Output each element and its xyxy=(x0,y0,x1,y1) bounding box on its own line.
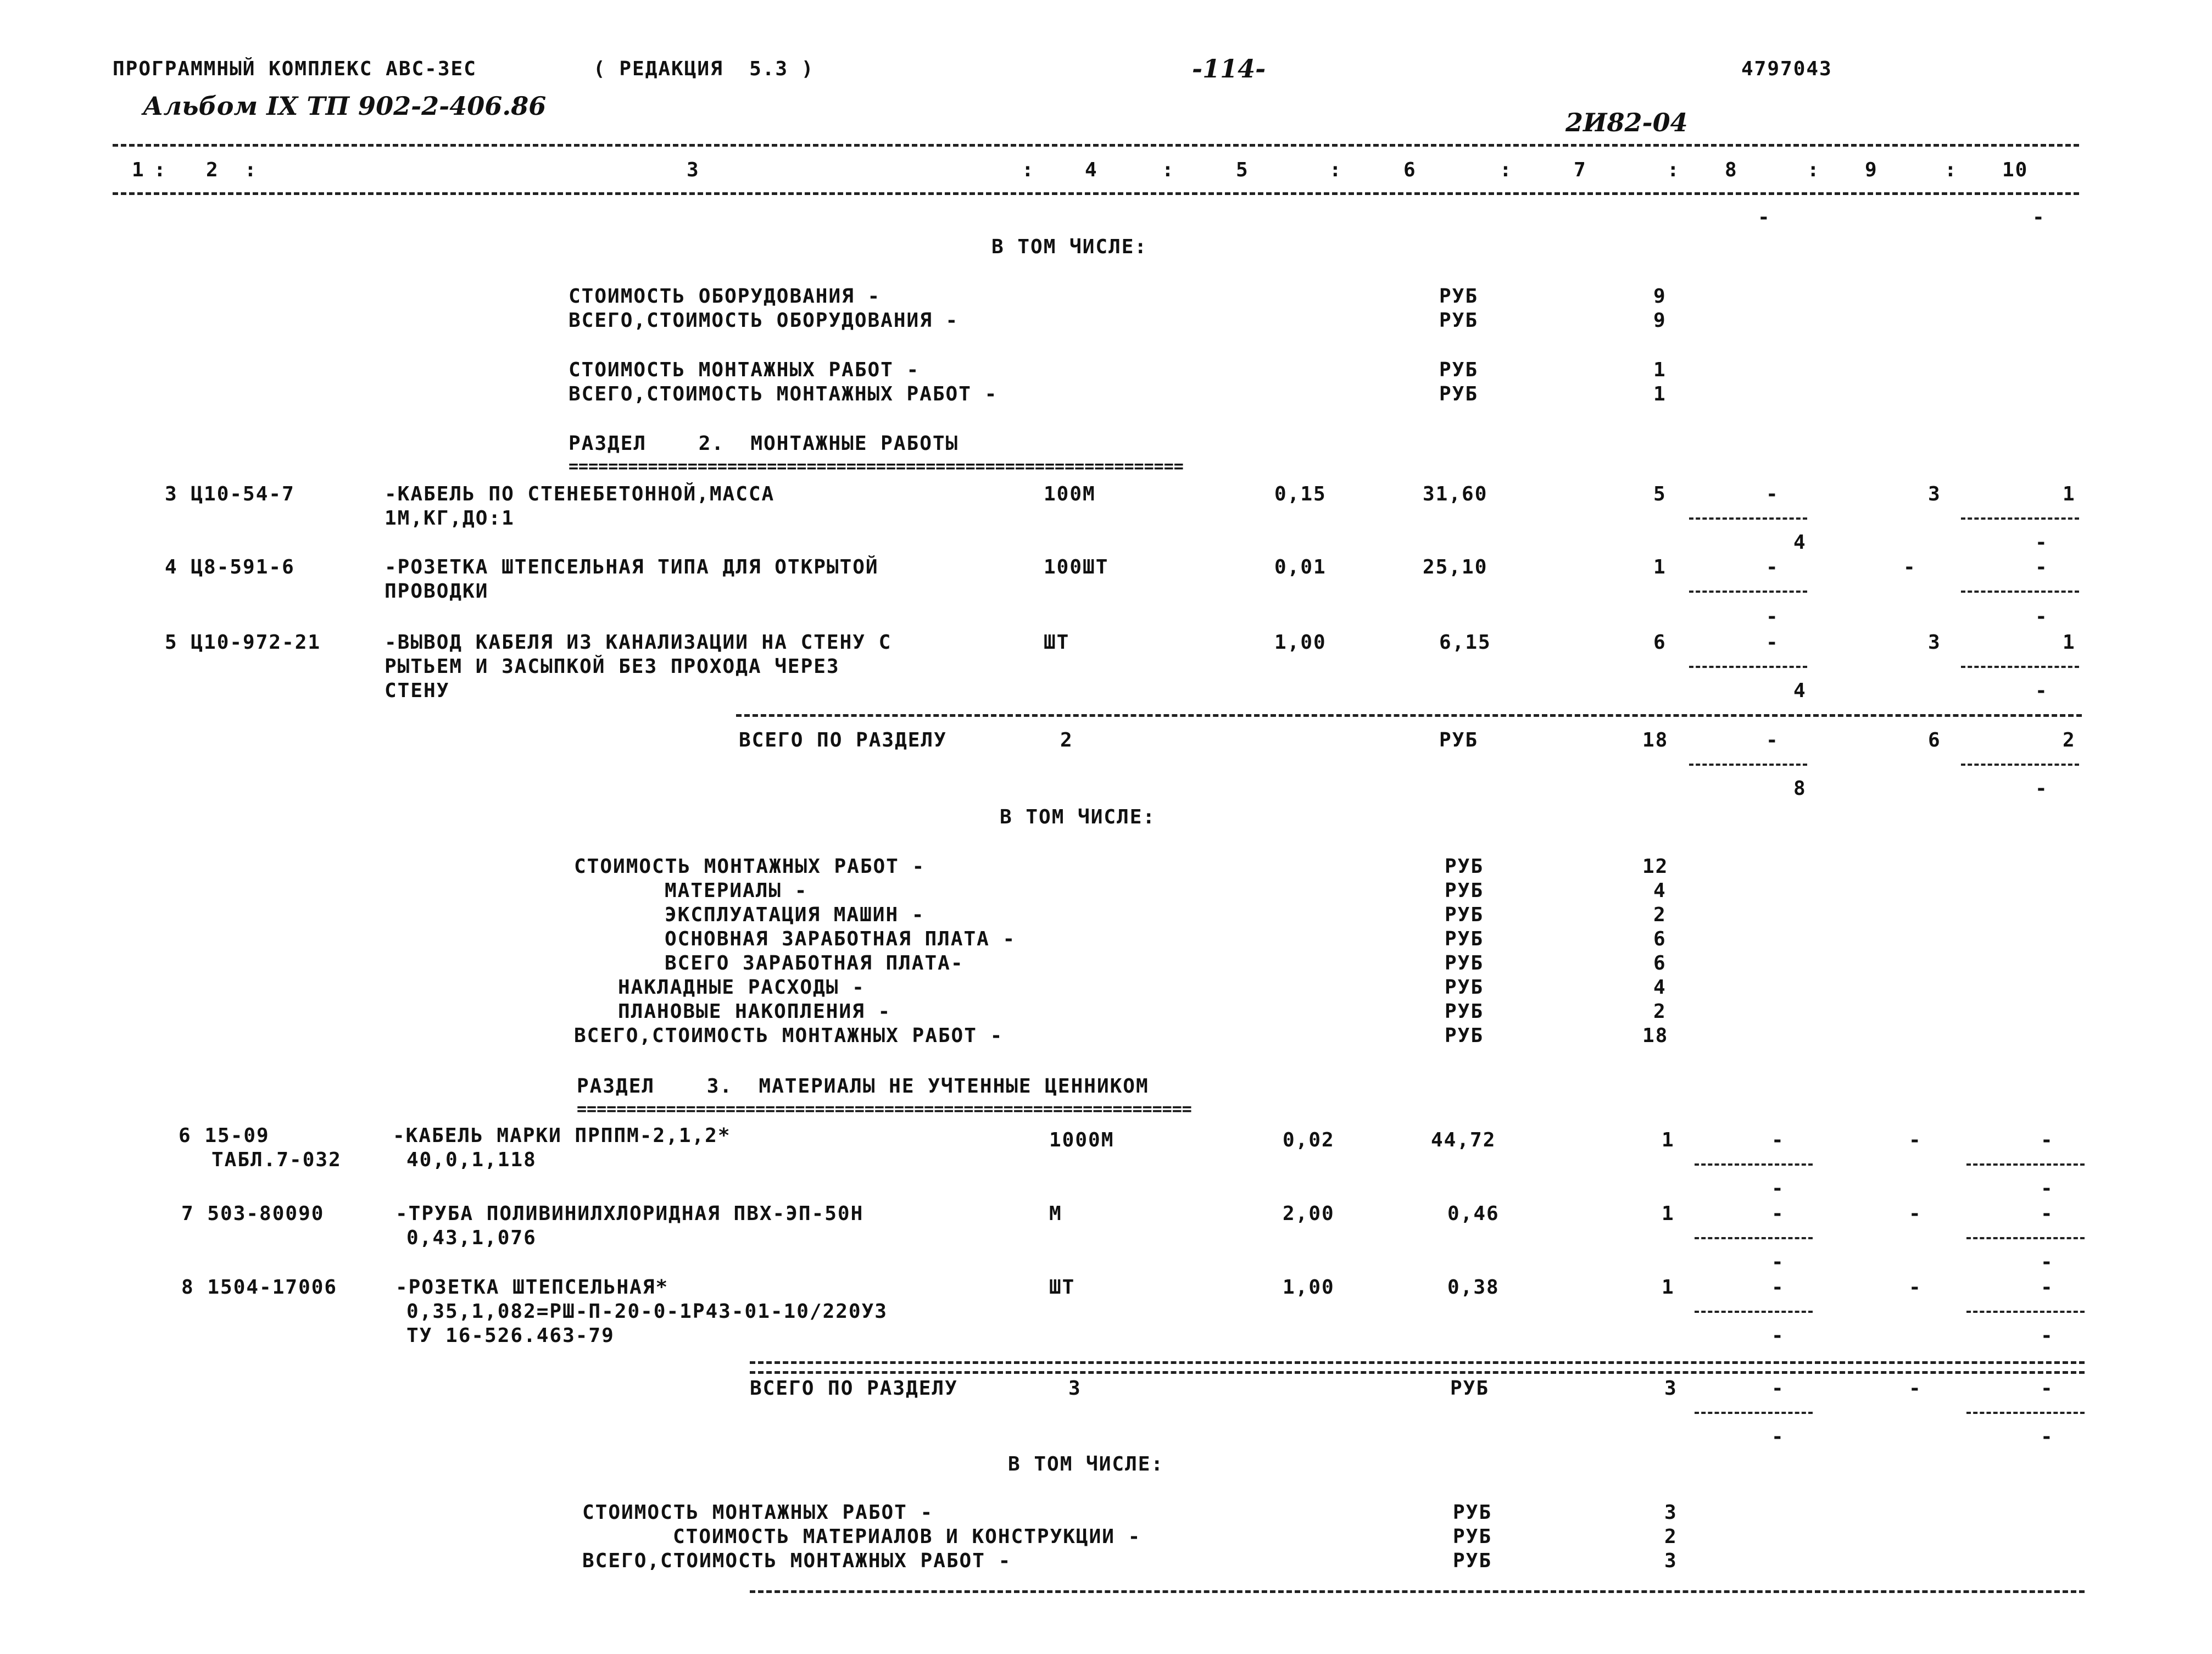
item-unit: ШТ xyxy=(1044,631,1070,654)
breakdown-value: 2 xyxy=(1653,1000,1667,1023)
section-total-number: 3 xyxy=(1068,1377,1082,1400)
item-description: ТУ 16-526.463-79 xyxy=(406,1324,615,1347)
breakdown-value: 3 xyxy=(1664,1501,1678,1524)
rub-label: РУБ xyxy=(1445,928,1484,950)
breakdown-text: СТОИМОСТЬ МОНТАЖНЫХ РАБОТ - xyxy=(582,1501,934,1524)
section-total-col10-lower: - xyxy=(2035,777,2048,800)
item-col10-upper: 1 xyxy=(2063,483,2076,505)
stamp-code: 2И82-04 xyxy=(1565,108,1688,137)
section-total-rule xyxy=(736,714,2082,717)
breakdown-text: ВСЕГО,СТОИМОСТЬ МОНТАЖНЫХ РАБОТ - xyxy=(582,1550,1012,1572)
section-total-rule xyxy=(750,1361,2085,1364)
item-quantity: 0,02 xyxy=(1283,1129,1335,1151)
summary-line-value: 1 xyxy=(1653,383,1667,405)
item-description: -ТРУБА ПОЛИВИНИЛХЛОРИДНАЯ ПВХ-ЭП-50Н xyxy=(395,1202,864,1225)
col-header-1: 1 xyxy=(132,159,145,181)
fraction-rule xyxy=(1961,517,2079,520)
item-description: -РОЗЕТКА ШТЕПСЕЛЬНАЯ* xyxy=(395,1276,669,1299)
breakdown-value: 2 xyxy=(1653,904,1667,926)
breakdown-value: 4 xyxy=(1653,879,1667,902)
breakdown-value: 6 xyxy=(1653,952,1667,974)
header-rule-bottom xyxy=(113,192,2079,195)
col-sep: : xyxy=(1944,159,1958,181)
item-quantity: 1,00 xyxy=(1274,631,1327,654)
item-col9: - xyxy=(1909,1202,1922,1225)
col-sep: : xyxy=(244,159,258,181)
breakdown-text: НАКЛАДНЫЕ РАСХОДЫ - xyxy=(618,976,865,999)
item-total: 5 xyxy=(1653,483,1667,505)
fraction-rule xyxy=(1695,1237,1813,1239)
item-quantity: 2,00 xyxy=(1283,1202,1335,1225)
fraction-rule xyxy=(1695,1412,1813,1414)
item-col10-lower: - xyxy=(2041,1251,2054,1273)
breakdown-text: СТОИМОСТЬ МАТЕРИАЛОВ И КОНСТРУКЦИИ - xyxy=(673,1525,1141,1548)
in-total-heading: В ТОМ ЧИСЛЕ: xyxy=(1008,1453,1164,1475)
col-header-4: 4 xyxy=(1085,159,1098,181)
section-total-col8-upper: - xyxy=(1766,729,1779,751)
breakdown-text: ЭКСПЛУАТАЦИЯ МАШИН - xyxy=(665,904,925,926)
fraction-rule xyxy=(1961,591,2079,593)
fraction-rule xyxy=(1689,591,1807,593)
item-total: 1 xyxy=(1662,1129,1675,1151)
rub-label: РУБ xyxy=(1453,1525,1492,1548)
page-number: -114- xyxy=(1192,54,1266,83)
rub-label: РУБ xyxy=(1439,359,1479,381)
item-col10-lower: - xyxy=(2041,1177,2054,1200)
item-col8-upper: - xyxy=(1771,1202,1785,1225)
fraction-rule xyxy=(1695,1311,1813,1313)
rub-label: РУБ xyxy=(1439,383,1479,405)
in-total-heading: В ТОМ ЧИСЛЕ: xyxy=(991,236,1148,258)
item-total: 1 xyxy=(1653,556,1667,578)
summary-line-text: ВСЕГО,СТОИМОСТЬ МОНТАЖНЫХ РАБОТ - xyxy=(569,383,998,405)
stray-dash: - xyxy=(1758,206,1771,229)
col-header-3: 3 xyxy=(687,159,700,181)
rub-label: РУБ xyxy=(1450,1377,1490,1400)
item-description: -КАБЕЛЬ МАРКИ ПРППМ-2,1,2* xyxy=(393,1124,731,1147)
fraction-rule xyxy=(1966,1163,2085,1166)
item-code: 6 15-09 xyxy=(179,1124,270,1147)
item-col10-upper: - xyxy=(2041,1129,2054,1151)
breakdown-text: ОСНОВНАЯ ЗАРАБОТНАЯ ПЛАТА - xyxy=(665,928,1016,950)
item-description: 0,43,1,076 xyxy=(406,1227,537,1249)
item-total: 1 xyxy=(1662,1202,1675,1225)
rub-label: РУБ xyxy=(1445,1000,1484,1023)
fraction-rule xyxy=(1695,1163,1813,1166)
item-col9: 3 xyxy=(1928,483,1941,505)
item-quantity: 0,01 xyxy=(1274,556,1327,578)
section-total-rule xyxy=(750,1371,2085,1374)
item-code: ТАБЛ.7-032 xyxy=(211,1149,342,1171)
col-sep: : xyxy=(1329,159,1342,181)
breakdown-text: ПЛАНОВЫЕ НАКОПЛЕНИЯ - xyxy=(618,1000,892,1023)
section-total-col9: 6 xyxy=(1928,729,1941,751)
header-rule-top xyxy=(113,144,2079,147)
col-header-5: 5 xyxy=(1236,159,1249,181)
section-total-value: 18 xyxy=(1642,729,1669,751)
breakdown-value: 6 xyxy=(1653,928,1667,950)
rub-label: РУБ xyxy=(1439,285,1479,308)
fraction-rule xyxy=(1966,1237,2085,1239)
item-col8-lower: 4 xyxy=(1793,531,1807,554)
rub-label: РУБ xyxy=(1453,1550,1492,1572)
col-sep: : xyxy=(1022,159,1035,181)
section-total-col8-upper: - xyxy=(1771,1377,1785,1400)
item-quantity: 1,00 xyxy=(1283,1276,1335,1299)
document-code: 4797043 xyxy=(1741,58,1832,80)
section-title-underline: ============================================================== xyxy=(569,459,1184,475)
section-title-underline: ============================================================== xyxy=(577,1101,1192,1118)
breakdown-text: СТОИМОСТЬ МОНТАЖНЫХ РАБОТ - xyxy=(574,855,926,878)
breakdown-value: 2 xyxy=(1664,1525,1678,1548)
item-unit: 100М xyxy=(1044,483,1096,505)
summary-line-text: ВСЕГО,СТОИМОСТЬ ОБОРУДОВАНИЯ - xyxy=(569,309,959,332)
rub-label: РУБ xyxy=(1445,904,1484,926)
breakdown-value: 12 xyxy=(1642,855,1669,878)
item-description: -КАБЕЛЬ ПО СТЕНЕБЕТОННОЙ,МАССА xyxy=(385,483,775,505)
item-price: 31,60 xyxy=(1423,483,1488,505)
edition: ( РЕДАКЦИЯ 5.3 ) xyxy=(593,58,815,80)
fraction-rule xyxy=(1961,764,2079,766)
fraction-rule xyxy=(1966,1311,2085,1313)
item-unit: 1000М xyxy=(1049,1129,1115,1151)
rub-label: РУБ xyxy=(1445,879,1484,902)
item-description: -ВЫВОД КАБЕЛЯ ИЗ КАНАЛИЗАЦИИ НА СТЕНУ С xyxy=(385,631,892,654)
col-header-6: 6 xyxy=(1403,159,1417,181)
section-title: РАЗДЕЛ 2. МОНТАЖНЫЕ РАБОТЫ xyxy=(569,432,959,455)
rub-label: РУБ xyxy=(1445,976,1484,999)
item-description: ПРОВОДКИ xyxy=(385,580,489,603)
item-col10-upper: - xyxy=(2041,1202,2054,1225)
item-description: РЫТЬЕМ И ЗАСЫПКОЙ БЕЗ ПРОХОДА ЧЕРЕЗ xyxy=(385,655,840,678)
item-unit: М xyxy=(1049,1202,1062,1225)
section-total-col10-upper: - xyxy=(2041,1377,2054,1400)
item-code: 5 Ц10-972-21 xyxy=(165,631,321,654)
item-col9: - xyxy=(1909,1276,1922,1299)
section-total-label: ВСЕГО ПО РАЗДЕЛУ xyxy=(739,729,947,751)
rub-label: РУБ xyxy=(1439,729,1479,751)
item-col8-upper: - xyxy=(1771,1129,1785,1151)
album-note: Альбом IX ТП 902-2-406.86 xyxy=(143,91,547,121)
item-col10-lower: - xyxy=(2035,531,2048,554)
item-col9: - xyxy=(1909,1129,1922,1151)
item-total: 1 xyxy=(1662,1276,1675,1299)
item-col9: 3 xyxy=(1928,631,1941,654)
summary-line-text: СТОИМОСТЬ ОБОРУДОВАНИЯ - xyxy=(569,285,881,308)
breakdown-text: ВСЕГО ЗАРАБОТНАЯ ПЛАТА- xyxy=(665,952,964,974)
summary-line-value: 9 xyxy=(1653,309,1667,332)
summary-line-value: 1 xyxy=(1653,359,1667,381)
item-col8-lower: - xyxy=(1771,1177,1785,1200)
breakdown-value: 4 xyxy=(1653,976,1667,999)
fraction-rule xyxy=(1961,666,2079,668)
item-col10-upper: 1 xyxy=(2063,631,2076,654)
item-col8-upper: - xyxy=(1771,1276,1785,1299)
rub-label: РУБ xyxy=(1445,855,1484,878)
section-total-col10-lower: - xyxy=(2041,1425,2054,1448)
item-col8-upper: - xyxy=(1766,483,1779,505)
section-total-col10-upper: 2 xyxy=(2063,729,2076,751)
fraction-rule xyxy=(1689,517,1807,520)
item-code: 4 Ц8-591-6 xyxy=(165,556,295,578)
col-header-2: 2 xyxy=(206,159,219,181)
fraction-rule xyxy=(1689,764,1807,766)
item-total: 6 xyxy=(1653,631,1667,654)
item-col8-lower: 4 xyxy=(1793,680,1807,702)
item-unit: 100ШТ xyxy=(1044,556,1109,578)
item-col10-upper: - xyxy=(2041,1276,2054,1299)
col-header-7: 7 xyxy=(1574,159,1587,181)
breakdown-value: 18 xyxy=(1642,1024,1669,1047)
item-col10-upper: - xyxy=(2035,556,2048,578)
stray-dash: - xyxy=(2032,206,2046,229)
item-unit: ШТ xyxy=(1049,1276,1076,1299)
item-col8-upper: - xyxy=(1766,631,1779,654)
item-col10-lower: - xyxy=(2041,1324,2054,1347)
program-name: ПРОГРАММНЫЙ КОМПЛЕКС АВС-3ЕС xyxy=(113,58,477,80)
rub-label: РУБ xyxy=(1439,309,1479,332)
breakdown-text: МАТЕРИАЛЫ - xyxy=(665,879,808,902)
item-col8-lower: - xyxy=(1771,1251,1785,1273)
item-price: 0,38 xyxy=(1447,1276,1500,1299)
rub-label: РУБ xyxy=(1453,1501,1492,1524)
item-description: -РОЗЕТКА ШТЕПСЕЛЬНАЯ ТИПА ДЛЯ ОТКРЫТОЙ xyxy=(385,556,879,578)
summary-line-value: 9 xyxy=(1653,285,1667,308)
item-description: СТЕНУ xyxy=(385,680,450,702)
item-description: 40,0,1,118 xyxy=(406,1149,537,1171)
col-header-9: 9 xyxy=(1865,159,1878,181)
section-total-col9: - xyxy=(1909,1377,1922,1400)
item-code: 3 Ц10-54-7 xyxy=(165,483,295,505)
item-description: 1М,КГ,ДО:1 xyxy=(385,507,515,530)
item-quantity: 0,15 xyxy=(1274,483,1327,505)
col-sep: : xyxy=(154,159,167,181)
item-price: 25,10 xyxy=(1423,556,1488,578)
col-header-8: 8 xyxy=(1725,159,1738,181)
col-sep: : xyxy=(1500,159,1513,181)
item-price: 0,46 xyxy=(1447,1202,1500,1225)
item-code: 7 503-80090 xyxy=(181,1202,325,1225)
section-title: РАЗДЕЛ 3. МАТЕРИАЛЫ НЕ УЧТЕННЫЕ ЦЕННИКОМ xyxy=(577,1075,1149,1098)
page-end-rule xyxy=(750,1590,2085,1593)
fraction-rule xyxy=(1689,666,1807,668)
summary-line-text: СТОИМОСТЬ МОНТАЖНЫХ РАБОТ - xyxy=(569,359,920,381)
rub-label: РУБ xyxy=(1445,1024,1484,1047)
section-total-value: 3 xyxy=(1664,1377,1678,1400)
item-col8-lower: - xyxy=(1766,605,1779,628)
breakdown-value: 3 xyxy=(1664,1550,1678,1572)
item-col8-upper: - xyxy=(1766,556,1779,578)
item-price: 6,15 xyxy=(1439,631,1491,654)
col-sep: : xyxy=(1667,159,1680,181)
section-total-number: 2 xyxy=(1060,729,1073,751)
item-description: 0,35,1,082=РШ-П-20-0-1Р43-01-10/220У3 xyxy=(406,1300,888,1323)
item-col8-lower: - xyxy=(1771,1324,1785,1347)
item-code: 8 1504-17006 xyxy=(181,1276,338,1299)
fraction-rule xyxy=(1966,1412,2085,1414)
breakdown-text: ВСЕГО,СТОИМОСТЬ МОНТАЖНЫХ РАБОТ - xyxy=(574,1024,1004,1047)
item-col9: - xyxy=(1903,556,1916,578)
section-total-label: ВСЕГО ПО РАЗДЕЛУ xyxy=(750,1377,958,1400)
item-col10-lower: - xyxy=(2035,605,2048,628)
col-sep: : xyxy=(1162,159,1175,181)
item-price: 44,72 xyxy=(1431,1129,1496,1151)
item-col10-lower: - xyxy=(2035,680,2048,702)
col-header-10: 10 xyxy=(2002,159,2029,181)
col-sep: : xyxy=(1807,159,1820,181)
section-total-col8-lower: - xyxy=(1771,1425,1785,1448)
rub-label: РУБ xyxy=(1445,952,1484,974)
in-total-heading: В ТОМ ЧИСЛЕ: xyxy=(1000,806,1156,828)
section-total-col8-lower: 8 xyxy=(1793,777,1807,800)
